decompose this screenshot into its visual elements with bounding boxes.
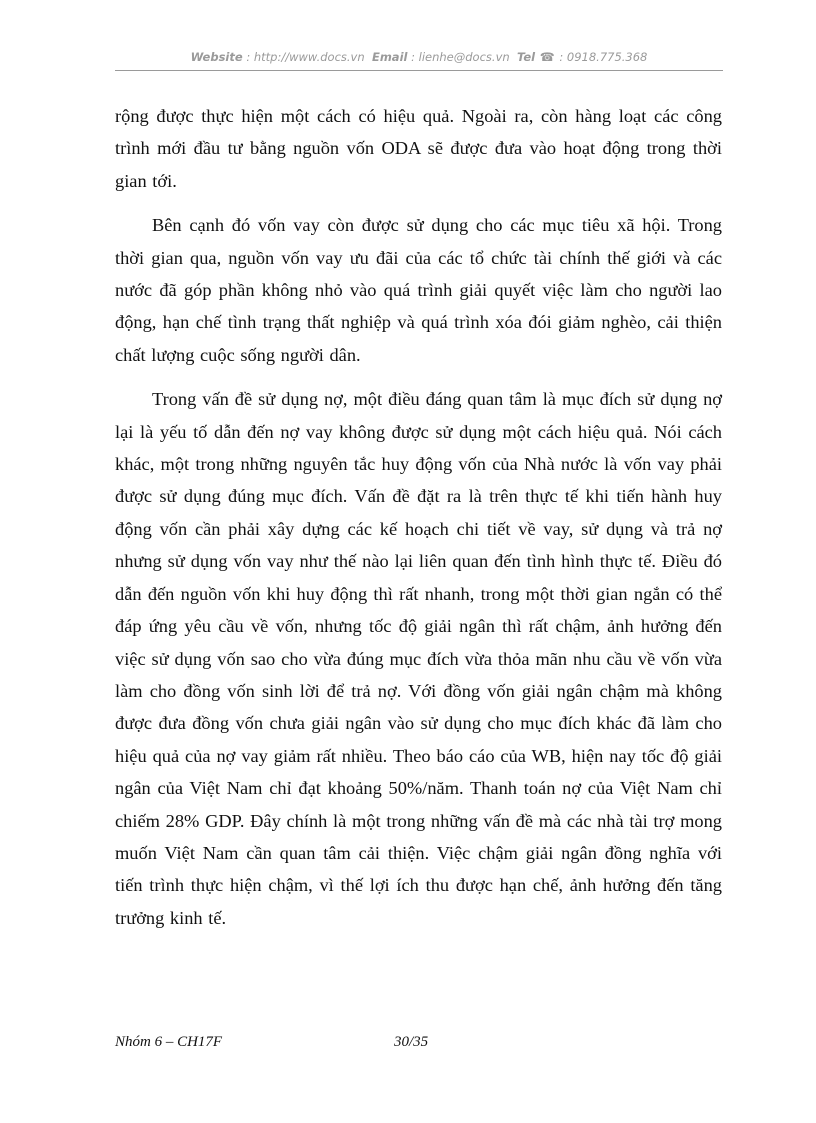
paragraph-social-goals: Bên cạnh đó vốn vay còn được sử dụng cho các mục tiêu xã hội. Trong thời gian qua, nguồn vốn vay ưu đãi của các tổ chức tài chính thế giới và các nước đã góp phần không nhỏ vào quá trình giải quyết việc làm cho người lao động, hạn chế tình trạng thất nghiệp và quá trình xóa đói giảm nghèo, cải thiện chất lượng cuộc sống người dân. [115, 215, 722, 365]
document-body [115, 100, 722, 934]
email-value[interactable]: lienhe@docs.vn [418, 50, 510, 64]
tel-value: 0918.775.368 [566, 50, 648, 64]
phone-icon: ☎ [539, 50, 555, 64]
footer-page-number: 30/35 [394, 1034, 429, 1050]
email-separator: : [407, 50, 419, 64]
page-header [115, 50, 723, 64]
tel-separator: : [555, 50, 567, 64]
footer-group-label: Nhóm 6 – CH17F [115, 1034, 223, 1050]
website-separator: : [242, 50, 254, 64]
website-url[interactable]: http://www.docs.vn [253, 50, 365, 64]
website-label: Website [190, 50, 243, 64]
email-label: Email [371, 50, 408, 64]
paragraph-continuation: rộng được thực hiện một cách có hiệu quả. Ngoài ra, còn hàng loạt các công trình mới đầu tư bằng nguồn vốn ODA sẽ được đưa vào hoạt động trong thời gian tới. [115, 106, 722, 191]
tel-label: Tel [516, 50, 536, 64]
paragraph-debt-usage: Trong vấn đề sử dụng nợ, một điều đáng quan tâm là mục đích sử dụng nợ lại là yếu tố dẫn đến nợ vay không được sử dụng một cách hiệu quả. Nói cách khác, một trong những nguyên tắc huy động vốn của Nhà nước là vốn vay phải được sử dụng đúng mục đích. Vấn đề đặt ra là trên thực tế khi tiến hành huy động vốn cần phải xây dựng các kế hoạch chi tiết về vay, sử dụng và trả nợ nhưng sử dụng vốn vay như thế nào lại liên quan đến tình hình thực tế. Điều đó dẫn đến nguồn vốn khi huy động thì rất nhanh, trong một thời gian ngắn có thể đáp ứng yêu cầu về vốn, nhưng tốc độ giải ngân thì rất chậm, ảnh hưởng đến việc sử dụng vốn sao cho vừa đúng mục đích vừa thỏa mãn nhu cầu về vốn vừa làm cho đồng vốn sinh lời để trả nợ. Với đồng vốn giải ngân chậm mà không được đưa đồng vốn chưa giải ngân vào sử dụng cho mục đích khác đã làm cho hiệu quả của nợ vay giảm rất nhiều. Theo báo cáo của WB, hiện nay tốc độ giải ngân của Việt Nam chỉ đạt khoảng 50%/năm. Thanh toán nợ của Việt Nam chỉ chiếm 28% GDP. Đây chính là một trong những vấn đề mà các nhà tài trợ mong muốn Việt Nam cần quan tâm cải thiện. Việc chậm giải ngân đồng nghĩa với tiến trình thực hiện chậm, vì thế lợi ích thu được hạn chế, ảnh hưởng đến tăng trưởng kinh tế. [115, 389, 722, 928]
header-divider [115, 70, 723, 71]
